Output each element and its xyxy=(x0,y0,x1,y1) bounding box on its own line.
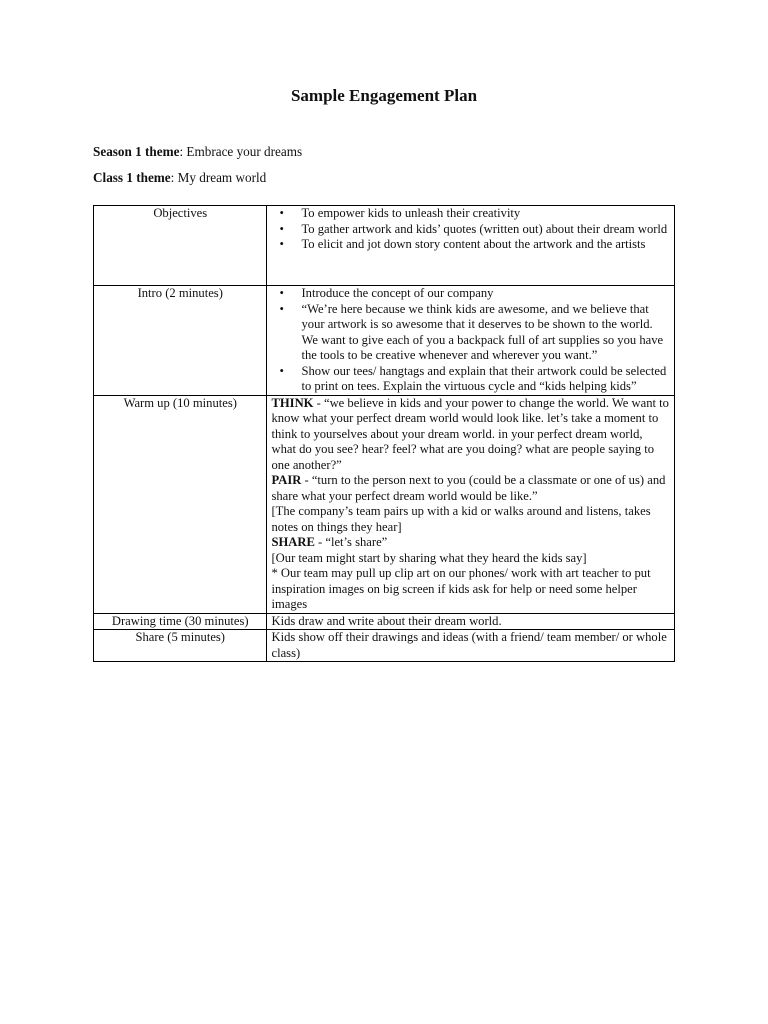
bullet-list xyxy=(271,286,670,395)
season-theme-label: Season 1 theme xyxy=(93,144,180,159)
season-theme xyxy=(93,144,302,160)
share-note: [Our team might start by sharing what they heard the kids say] xyxy=(271,550,587,565)
bullet-list xyxy=(271,206,670,253)
list-item: • To elicit and jot down story content about the artwork and the artists xyxy=(301,237,670,253)
table-row-intro xyxy=(94,286,675,396)
season-theme-value: : Embrace your dreams xyxy=(179,144,303,159)
share-text: - “let’s share” xyxy=(314,535,388,549)
share-note-2: * Our team may pull up clip art on our phones/ work with art teacher to put inspiration images on big screen if kids ask for help or need some helper images xyxy=(271,566,651,611)
think-paragraph xyxy=(271,396,670,474)
class-theme xyxy=(93,170,266,186)
row-label: Objectives xyxy=(94,206,267,286)
row-content xyxy=(267,206,675,286)
pair-note: [The company’s team pairs up with a kid or walks around and listens, takes notes on things they hear] xyxy=(271,504,651,534)
list-item: • Introduce the concept of our company xyxy=(301,286,670,302)
row-content xyxy=(267,395,675,613)
list-item: • To gather artwork and kids’ quotes (written out) about their dream world xyxy=(301,222,670,238)
engagement-plan-table xyxy=(93,205,675,662)
pair-keyword: PAIR xyxy=(271,473,302,487)
pair-text: - “turn to the person next to you (could be a classmate or one of us) and share what your perfect dream world would be like.” xyxy=(271,473,666,503)
list-item: • To empower kids to unleash their creativity xyxy=(301,206,670,222)
table-row-objectives xyxy=(94,206,675,286)
share-keyword: SHARE xyxy=(271,535,315,549)
page-title: Sample Engagement Plan xyxy=(290,86,478,105)
pair-paragraph xyxy=(271,473,670,504)
class-theme-label: Class 1 theme xyxy=(93,170,171,185)
row-content: Kids show off their drawings and ideas (with a friend/ team member/ or whole class) xyxy=(267,630,675,662)
row-label: Warm up (10 minutes) xyxy=(94,395,267,613)
list-item: • “We’re here because we think kids are awesome, and we believe that your artwork is so awesome that it deserves to be shown to the world. We want to give each of you a backpack full of art supplies so you have the tools to be creative whenever and wherever you want.” xyxy=(301,302,670,364)
list-item: • Show our tees/ hangtags and explain that their artwork could be selected to print on tees. Explain the virtuous cycle and “kids helping kids” xyxy=(301,364,670,395)
think-keyword: THINK xyxy=(271,395,314,410)
class-theme-value: : My dream world xyxy=(170,170,267,185)
think-text: - “we believe in kids and your power to change the world. We want to know what your perfect dream world would look like. let’s take a moment to think to yourselves about your dream world. in your perfect dream world, what do you see? hear? feel? what are you doing? what are people saying to one another?” xyxy=(271,395,669,472)
row-content xyxy=(267,286,675,396)
table-row-share xyxy=(94,630,675,662)
share-paragraph xyxy=(271,535,670,551)
row-label: Share (5 minutes) xyxy=(94,630,267,662)
table-row-drawing xyxy=(94,613,675,630)
table-row-warmup xyxy=(94,395,675,613)
row-label: Intro (2 minutes) xyxy=(94,286,267,396)
row-label: Drawing time (30 minutes) xyxy=(94,613,267,630)
row-content: Kids draw and write about their dream world. xyxy=(267,613,675,630)
